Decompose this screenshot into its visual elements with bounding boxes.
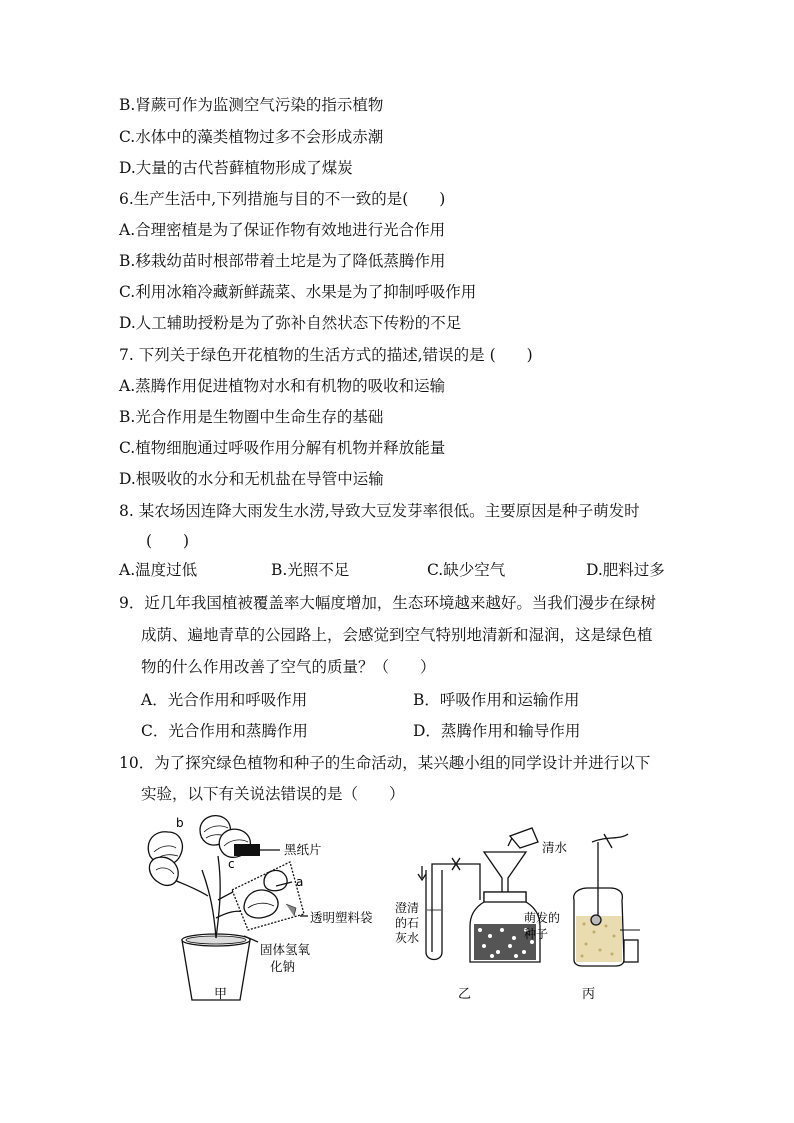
q10-stem-line2: 实验，以下有关说法错误的是（ ） [141,785,405,803]
caption-bing: 丙 [582,987,596,1002]
label-naoh-line1: 固体氢氧 [260,942,311,957]
label-naoh-line2: 化钠 [270,959,296,974]
label-clear-water: 清水 [542,840,568,855]
q5-option-c: C.水体中的藻类植物过多不会形成赤潮 [119,128,384,146]
germinating-seeds-jar-illustration [574,834,640,966]
q8-option-a: A.温度过低 [119,561,198,579]
q6-option-a: A.合理密植是为了保证作物有效地进行光合作用 [119,221,446,239]
label-limewater-line3: 灰水 [395,931,420,945]
q9-option-a: A．光合作用和呼吸作用 [141,691,308,709]
label-limewater-line1: 澄清 [395,901,420,915]
label-a: a [296,875,304,889]
label-seeds-line2: 种子 [524,927,549,941]
q6-stem: 6.生产生活中,下列措施与目的不一致的是( ) [119,190,446,208]
q8-option-b: B.光照不足 [271,561,350,579]
label-b: b [176,816,184,830]
q9-option-b: B．呼吸作用和运输作用 [413,691,580,709]
q9-option-d: D．蒸腾作用和输导作用 [413,722,581,740]
q8-option-d: D.肥料过多 [586,561,665,579]
label-plastic-bag: 透明塑料袋 [310,910,373,925]
q5-option-d: D.大量的古代苔藓植物形成了煤炭 [119,159,353,177]
experiment-figure [140,812,640,1012]
label-seeds-line1: 萌发的 [524,911,561,925]
q6-option-c: C.利用冰箱冷藏新鲜蔬菜、水果是为了抑制呼吸作用 [119,283,477,301]
caption-jia: 甲 [214,987,228,1002]
q5-option-b: B.肾蕨可作为监测空气污染的指示植物 [119,96,384,114]
q6-option-b: B.移栽幼苗时根部带着土坨是为了降低蒸腾作用 [119,252,446,270]
q7-option-c: C.植物细胞通过呼吸作用分解有机物并释放能量 [119,439,446,457]
label-c: c [228,857,235,871]
q8-stem: 8. 某农场因连降大雨发生水涝,导致大豆发芽率很低。主要原因是种子萌发时 [119,502,640,520]
q7-option-b: B.光合作用是生物圈中生命生存的基础 [119,408,384,426]
q7-stem: 7. 下列关于绿色开花植物的生活方式的描述,错误的是 ( ) [119,346,533,364]
q9-stem-line3: 物的什么作用改善了空气的质量？（ ） [141,658,436,676]
caption-yi: 乙 [458,987,472,1002]
q10-stem-line1: 10．为了探究绿色植物和种子的生命活动，某兴趣小组的同学设计并进行以下 [119,754,651,772]
q8-answer-paren: ( ) [146,532,190,550]
limewater-apparatus-illustration [418,828,540,962]
q9-stem-line1: 9．近几年我国植被覆盖率大幅度增加，生态环境越来越好。当我们漫步在绿树 [119,594,656,612]
q6-option-d: D.人工辅助授粉是为了弥补自然状态下传粉的不足 [119,314,462,332]
q9-option-c: C．光合作用和蒸腾作用 [141,722,308,740]
q8-option-c: C.缺少空气 [427,561,506,579]
label-limewater-line2: 的石 [395,916,420,930]
q7-option-d: D.根吸收的水分和无机盐在导管中运输 [119,470,384,488]
q9-stem-line2: 成荫、遍地青草的公园路上，会感觉到空气特别地清新和湿润，这是绿色植 [141,626,653,644]
label-black-paper: 黑纸片 [284,842,322,857]
q7-option-a: A.蒸腾作用促进植物对水和有机物的吸收和运输 [119,377,446,395]
